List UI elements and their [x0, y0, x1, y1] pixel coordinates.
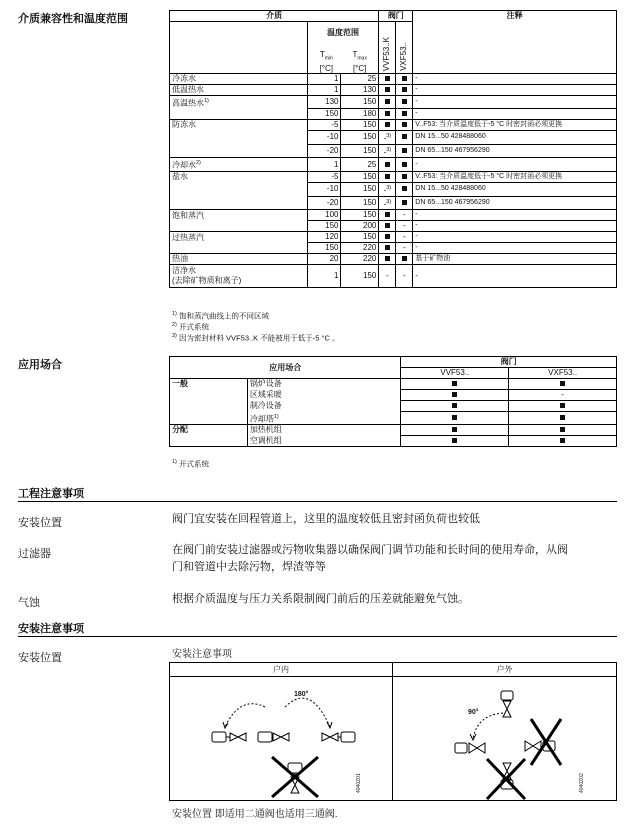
v1-header [379, 22, 396, 74]
application-name: 区域采暖 [247, 390, 401, 401]
vvf-mark [452, 415, 457, 420]
table-row [170, 131, 617, 145]
medium-cell [170, 243, 308, 254]
note-cell: V..F53: 当介质温度低于-5 °C 时密封函必须更换 [413, 120, 617, 131]
medium-cell [170, 221, 308, 232]
footnote-text: 因为密封材料 VVF53..K 不能被用于低于-5 °C 。 [176, 333, 340, 343]
table-row [170, 109, 617, 120]
footnote-number: 2) [172, 322, 177, 328]
table-row [170, 120, 617, 131]
actuator-icon [212, 732, 226, 742]
table-row [170, 221, 617, 232]
forbidden-cross-icon [531, 719, 561, 765]
footnote-number: 3) [172, 333, 177, 339]
table-row [170, 144, 617, 158]
medium-cell: 热油 [170, 254, 308, 265]
note-cell: 基于矿物油 [413, 254, 617, 265]
application-heading: 应用场合 [18, 359, 62, 371]
figure-code: 4040Z01 [356, 773, 362, 793]
vxf-cell [396, 74, 413, 85]
vvf-cell [379, 254, 396, 265]
actuator-icon [341, 732, 355, 742]
vvf-mark [452, 381, 457, 386]
medium-cell [170, 144, 308, 158]
vxf-cell: - [396, 265, 413, 288]
valve-icon [469, 743, 485, 753]
tmin-cell: -10 [307, 131, 341, 145]
footnote [172, 310, 340, 321]
note-cell: V..F53: 当介质温度低于-5 °C 时密封函必须更换 [413, 172, 617, 183]
vxf-cell [396, 210, 413, 221]
vxf-cell [396, 196, 413, 210]
vxf-mark [560, 427, 565, 432]
tmax-cell: 150 [341, 131, 379, 145]
vvf-cell [379, 243, 396, 254]
medium-blank [170, 22, 308, 74]
vxf-cell [396, 85, 413, 96]
angle-label-90: 90° [468, 709, 479, 716]
tmin-cell: 1 [307, 85, 341, 96]
footnote-text: 开式系统 [176, 459, 209, 469]
vxf-cell [396, 158, 413, 172]
tmin-symbol: T [319, 50, 325, 59]
medium-cell: 低温热水 [170, 85, 308, 96]
vxf-cell [509, 412, 617, 425]
table-row [170, 158, 617, 172]
application-footnote [172, 458, 209, 469]
table-row [170, 85, 617, 96]
rotation-arrow [285, 698, 330, 727]
vvf-mark [452, 392, 457, 397]
tmax-cell: 150 [341, 183, 379, 197]
temp-range-header [307, 22, 379, 74]
table-row [170, 254, 617, 265]
tmax-cell: 150 [341, 144, 379, 158]
vxf-cell [396, 232, 413, 243]
note-cell: - [413, 96, 617, 109]
outdoor-panel [393, 662, 617, 801]
v2-header [396, 22, 413, 74]
medium-cell [170, 183, 308, 197]
tmax-cell: 180 [341, 109, 379, 120]
footnote-ref: 3) [386, 198, 392, 205]
indoor-title: 户内 [170, 663, 392, 677]
vvf-mark: - [383, 185, 387, 195]
footnote-ref: 2) [196, 160, 201, 167]
vxf-mark [402, 111, 407, 116]
medium-cell: 防冻水 [170, 120, 308, 131]
vxf-mark [402, 162, 407, 167]
actuator-icon [455, 743, 467, 753]
tmin-cell: 150 [307, 109, 341, 120]
medium-cell: 高温热水$^{1)}$ [170, 96, 308, 109]
divider [18, 501, 617, 502]
tmin-cell: 1 [307, 74, 341, 85]
vvf-mark [385, 122, 390, 127]
footnote-ref: 3) [386, 146, 392, 153]
vvf-cell [401, 425, 509, 436]
table-row [170, 379, 617, 390]
valve-header: 阀门 [401, 357, 617, 368]
application-name: 冷却塔$^{1)}$ [247, 412, 401, 425]
vvf-mark [385, 99, 390, 104]
tmin-cell: 100 [307, 210, 341, 221]
vxf-cell [396, 120, 413, 131]
eng-label-filter: 过滤器 [18, 548, 51, 560]
tmax-cell: 220 [341, 254, 379, 265]
vvf-cell [401, 412, 509, 425]
vvf-cell [379, 158, 396, 172]
vvf-cell [379, 221, 396, 232]
vxf-mark: - [402, 243, 406, 253]
vvf-mark [385, 76, 390, 81]
vxf-cell [396, 96, 413, 109]
table-row [170, 265, 617, 288]
valves-header: 阀门 [379, 11, 413, 22]
vvf-cell [401, 379, 509, 390]
vxf-mark [402, 200, 407, 205]
table-row [170, 183, 617, 197]
vvf-mark [452, 427, 457, 432]
vxf-mark [402, 134, 407, 139]
table-row [170, 74, 617, 85]
install-footer: 安装位置 即适用二通阀也适用三通阀. [172, 809, 338, 820]
eng-text-position: 阀门宜安装在回程管道上，这里的温度较低且密封函负荷也较低 [172, 513, 480, 525]
application-table [169, 356, 617, 447]
tmin-cell: 1 [307, 265, 341, 288]
tmax-cell: 150 [341, 232, 379, 243]
vvf-cell [379, 196, 396, 210]
vvf-mark [385, 87, 390, 92]
table-row [170, 196, 617, 210]
note-cell: - [413, 265, 617, 288]
vvf-mark [385, 234, 390, 239]
vvf-mark [385, 256, 390, 261]
medium-cell: 盐水 [170, 172, 308, 183]
valve-icon [503, 701, 511, 717]
tmin-cell: 150 [307, 243, 341, 254]
vvf-cell [379, 120, 396, 131]
valve-icon [230, 733, 246, 741]
install-caption: 安装注意事项 [172, 649, 232, 660]
medium-cell: 过热蒸汽 [170, 232, 308, 243]
tmin-cell: -5 [307, 172, 341, 183]
tmax-cell: 150 [341, 172, 379, 183]
indoor-panel [169, 662, 393, 801]
compat-heading: 介质兼容性和温度范围 [18, 13, 128, 25]
actuator-icon [501, 691, 513, 700]
vvf-cell [401, 401, 509, 412]
note-cell: DN 15...50 428488060 [413, 183, 617, 197]
vvf-mark [385, 223, 390, 228]
vvf-cell [379, 183, 396, 197]
note-cell: DN 65...150 467956290 [413, 144, 617, 158]
note-cell: - [413, 243, 617, 254]
vvf-cell [379, 85, 396, 96]
note-cell: - [413, 232, 617, 243]
footnote-number: 1) [172, 311, 177, 317]
tmax-cell: 150 [341, 210, 379, 221]
vxf-cell [396, 109, 413, 120]
vxf-cell [396, 221, 413, 232]
eng-text-filter-2: 门和管道中去除污物，焊渣等等 [172, 561, 326, 573]
footnote [172, 321, 340, 332]
vxf-mark [402, 76, 407, 81]
tmax-cell: 200 [341, 221, 379, 232]
table-row [170, 210, 617, 221]
eng-label-position: 安装位置 [18, 517, 62, 529]
medium-line: (去除矿物质和离子) [172, 276, 242, 286]
tmax-cell: 150 [341, 196, 379, 210]
vxf-cell [396, 131, 413, 145]
medium-cell: 冷却水$^{2)}$ [170, 158, 308, 172]
medium-cell: 饱和蒸汽 [170, 210, 308, 221]
vvf-cell [379, 74, 396, 85]
valve-icon [525, 741, 541, 751]
application-name: 空调机组 [247, 436, 401, 447]
vvf-cell: - [379, 265, 396, 288]
note-cell: - [413, 158, 617, 172]
install-label-position: 安装位置 [18, 652, 62, 664]
forbidden-cross-icon [487, 759, 525, 799]
table-row [170, 96, 617, 109]
vvf-mark: - [383, 147, 387, 157]
footnote [172, 332, 340, 343]
vxf-mark [402, 99, 407, 104]
valve-icon [273, 733, 289, 741]
vvf-cell [379, 172, 396, 183]
notes-header: 注释 [413, 11, 617, 74]
vxf-mark [402, 87, 407, 92]
footnote-text: 开式系统 [176, 322, 209, 332]
figure-code: 4040Z02 [579, 773, 585, 793]
vvf-cell [379, 144, 396, 158]
actuator-icon [258, 732, 272, 742]
medium-cell: 冷冻水 [170, 74, 308, 85]
tmin-cell: -20 [307, 196, 341, 210]
tmax-cell: 150 [341, 120, 379, 131]
vxf-mark [402, 256, 407, 261]
vvf-cell [401, 390, 509, 401]
vxf-mark: - [402, 221, 406, 231]
vxf-header: VXF53.. [509, 368, 617, 379]
tmin-subscript: min [324, 55, 333, 62]
medium-cell [170, 131, 308, 145]
vvf-mark: - [383, 199, 387, 209]
vvf-cell [379, 109, 396, 120]
vvf-mark [385, 111, 390, 116]
vxf-cell [396, 144, 413, 158]
note-cell: - [413, 74, 617, 85]
eng-text-filter-1: 在阀门前安装过滤器或污物收集器以确保阀门调节功能和长时间的使用寿命，从阀 [172, 544, 568, 556]
vvf-mark: - [383, 133, 387, 143]
vxf-mark: - [402, 232, 406, 242]
footnote-ref: 1) [204, 98, 209, 104]
vvf-mark [385, 174, 390, 179]
vxf-mark [560, 403, 565, 408]
footnote-number: 1) [172, 459, 177, 465]
vvf-mark [385, 212, 390, 217]
vxf-mark [560, 381, 565, 386]
vxf-mark: - [561, 390, 564, 399]
table-row [170, 425, 617, 436]
vxf-cell [396, 243, 413, 254]
note-cell: - [413, 109, 617, 120]
note-cell: DN 65...150 467956290 [413, 196, 617, 210]
tmin-header [310, 50, 343, 73]
tmax-subscript: max [357, 55, 367, 62]
medium-line: 洁净水 [172, 266, 196, 276]
outdoor-title: 户外 [393, 663, 616, 677]
tmin-cell: 1 [307, 158, 341, 172]
unit-label: [°C] [319, 63, 333, 73]
vvf-cell [401, 436, 509, 447]
vxf-cell [509, 390, 617, 401]
table-row [170, 232, 617, 243]
medium-cell [170, 265, 308, 288]
tmax-cell: 150 [341, 265, 379, 288]
compat-table [169, 10, 617, 288]
angle-label-180: 180° [294, 691, 309, 698]
medium-cell [170, 196, 308, 210]
note-cell: DN 15...50 428488060 [413, 131, 617, 145]
tmin-cell: -5 [307, 120, 341, 131]
vvf-mark [452, 438, 457, 443]
medium-header: 介质 [170, 11, 379, 22]
footnote-ref: 3) [386, 133, 392, 140]
tmin-cell: -10 [307, 183, 341, 197]
vvf-mark [385, 245, 390, 250]
vxf-cell [509, 379, 617, 390]
tmin-cell: -20 [307, 144, 341, 158]
vvf-mark [385, 162, 390, 167]
vxf-mark: - [402, 210, 406, 220]
application-name: 加热机组 [247, 425, 401, 436]
tmax-header [343, 50, 376, 73]
vxf-cell [509, 401, 617, 412]
unit-label: [°C] [352, 63, 367, 73]
engineering-heading: 工程注意事项 [18, 488, 84, 500]
divider [18, 636, 617, 637]
footnote-ref: 1) [273, 413, 279, 420]
rotation-arrow [473, 713, 503, 739]
tmin-cell: 20 [307, 254, 341, 265]
table-row [170, 243, 617, 254]
vvf-cell [379, 131, 396, 145]
medium-cell [170, 109, 308, 120]
vxf-cell [396, 172, 413, 183]
vvf-header: VVF53.. [401, 368, 509, 379]
vxf-cell [509, 436, 617, 447]
eng-text-cavitation: 根据介质温度与压力关系限制阀门前后的压差就能避免气蚀。 [172, 593, 469, 605]
tmin-cell: 150 [307, 221, 341, 232]
tmax-cell: 130 [341, 85, 379, 96]
vxf-mark [402, 186, 407, 191]
tmax-symbol: T [352, 50, 358, 59]
tmax-cell: 150 [341, 96, 379, 109]
vxf-mark [560, 415, 565, 420]
valve-name: VVF53..K [382, 36, 392, 71]
vxf-cell [396, 183, 413, 197]
valve-name: VXF53.. [399, 42, 409, 71]
vxf-mark [402, 174, 407, 179]
temp-range-label: 温度范围 [326, 28, 359, 37]
installation-heading: 安装注意事项 [18, 623, 84, 635]
vxf-cell [509, 425, 617, 436]
vxf-mark [402, 148, 407, 153]
vvf-mark [452, 403, 457, 408]
rotation-arrow [225, 704, 265, 727]
application-header: 应用场合 [170, 357, 401, 379]
group-cell: 一般 [170, 379, 248, 425]
note-cell: - [413, 210, 617, 221]
tmax-cell: 220 [341, 243, 379, 254]
footnote-text: 饱和蒸汽曲线上的不同区域 [176, 311, 269, 321]
valve-icon [322, 733, 338, 741]
vvf-cell [379, 232, 396, 243]
group-cell: 分配 [170, 425, 248, 447]
vvf-cell [379, 210, 396, 221]
tmin-cell: 130 [307, 96, 341, 109]
note-cell: - [413, 221, 617, 232]
tmin-cell: 120 [307, 232, 341, 243]
table-row [170, 172, 617, 183]
vxf-mark [560, 438, 565, 443]
vvf-cell [379, 96, 396, 109]
tmax-cell: 25 [341, 74, 379, 85]
application-name: 锅炉设备 [247, 379, 401, 390]
application-name: 制冷设备 [247, 401, 401, 412]
footnote-ref: 3) [386, 185, 392, 192]
compat-footnotes [172, 310, 340, 343]
tmax-cell: 25 [341, 158, 379, 172]
vxf-cell [396, 254, 413, 265]
note-cell: - [413, 85, 617, 96]
vxf-mark [402, 122, 407, 127]
eng-label-cavitation: 气蚀 [18, 597, 40, 609]
